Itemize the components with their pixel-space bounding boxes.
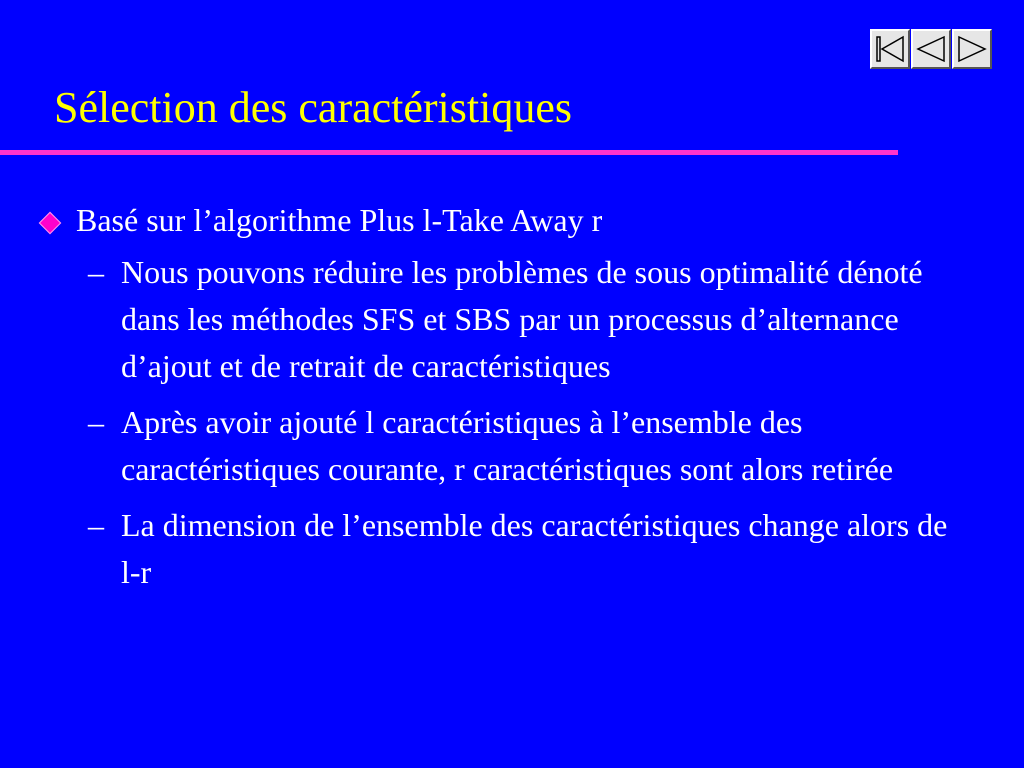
sub-item	[40, 502, 961, 596]
slide-navigation	[870, 29, 992, 69]
bullet-item	[40, 200, 1000, 240]
sub-item-text: Après avoir ajouté l caractéristiques à l’ensemble des caractéristiques courante, r caractéristiques sont alors retirée	[121, 404, 894, 487]
slide-content	[40, 200, 1000, 596]
sub-item	[40, 399, 961, 493]
title-divider	[0, 150, 898, 155]
sub-item-text: La dimension de l’ensemble des caractéristiques change alors de l-r	[121, 507, 948, 590]
dash-marker: –	[88, 507, 104, 543]
bullet-text: Basé sur l’algorithme Plus l-Take Away r	[76, 202, 603, 238]
sub-item	[40, 249, 961, 390]
slide-title: Sélection des caractéristiques	[54, 83, 573, 132]
previous-slide-button[interactable]	[911, 29, 951, 69]
previous-slide-icon	[915, 33, 947, 65]
first-slide-icon	[874, 33, 906, 65]
sub-item-text: Nous pouvons réduire les problèmes de sous optimalité dénoté dans les méthodes SFS et SBS par un processus d’alternance d’ajout et de retrait de caractéristiques	[121, 254, 923, 384]
diamond-bullet-icon	[39, 212, 62, 235]
dash-marker: –	[88, 254, 104, 290]
dash-marker: –	[88, 404, 104, 440]
first-slide-button[interactable]	[870, 29, 910, 69]
next-slide-icon	[956, 33, 988, 65]
next-slide-button[interactable]	[952, 29, 992, 69]
